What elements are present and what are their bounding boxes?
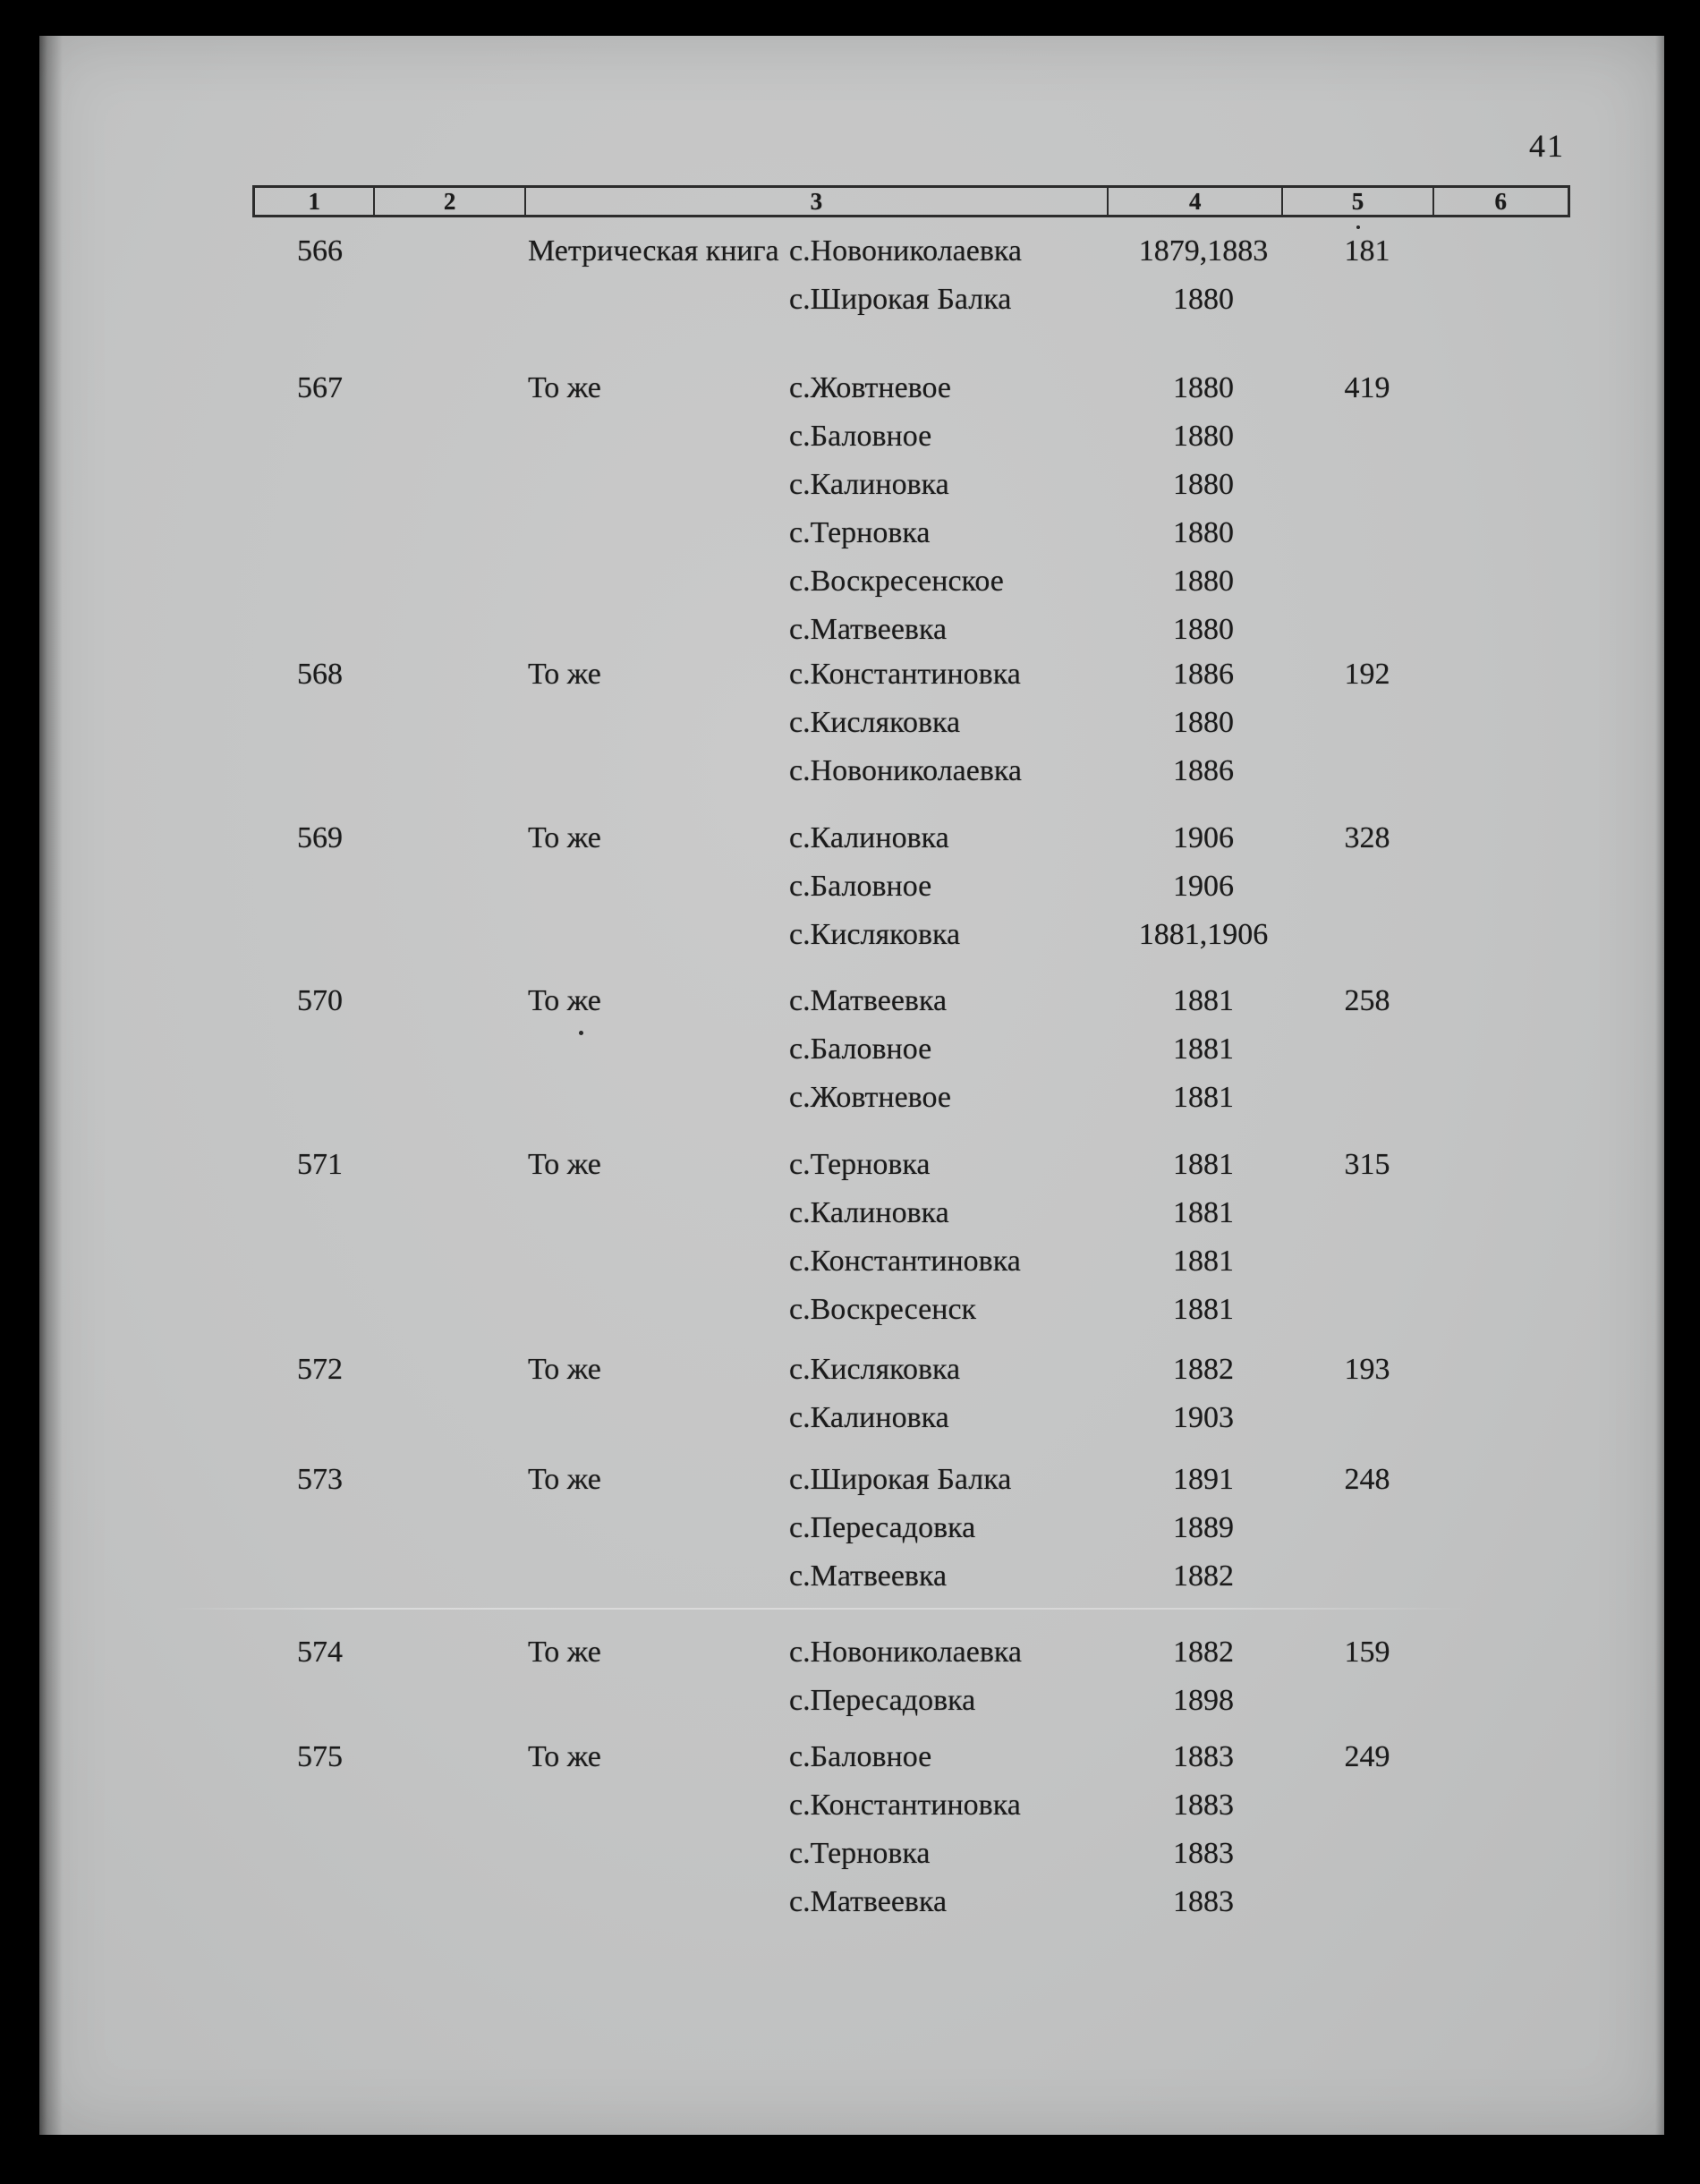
record-line [39, 1293, 1664, 1341]
scan-speck-artifact [579, 1031, 583, 1035]
record-descriptor: То же [528, 1740, 601, 1773]
years-value: 1891 [1173, 1463, 1234, 1496]
record-line [39, 565, 1664, 613]
record-line [39, 1148, 1664, 1196]
record-line [39, 234, 1664, 283]
record-line [39, 1081, 1664, 1129]
village-name: с.Матвеевка [789, 1559, 948, 1593]
village-name: с.Терновка [789, 516, 931, 549]
record-line [39, 918, 1664, 966]
years-value: 1881 [1173, 1081, 1234, 1114]
village-name: с.Широкая Балка [789, 283, 1012, 316]
document-page [39, 36, 1664, 2135]
years-value: 1898 [1173, 1684, 1234, 1717]
header-cell-3: 3 [526, 188, 1109, 215]
years-value: 1879,1883 [1138, 234, 1269, 268]
record-number: 569 [297, 821, 343, 854]
scan-speck-artifact [1356, 225, 1360, 229]
record-descriptor: То же [528, 658, 601, 691]
village-name: с.Баловное [789, 1740, 932, 1773]
pages-count: 315 [1344, 1148, 1390, 1181]
record-line [39, 821, 1664, 870]
years-value: 1881 [1173, 1033, 1234, 1066]
years-value: 1889 [1173, 1511, 1234, 1544]
record-line [39, 1245, 1664, 1293]
years-value: 1880 [1173, 516, 1234, 549]
years-value: 1880 [1173, 565, 1234, 598]
record-descriptor: То же [528, 371, 601, 404]
record-line [39, 420, 1664, 468]
village-name: с.Калиновка [789, 1401, 949, 1434]
record-line [39, 1837, 1664, 1885]
record-descriptor: То же [528, 984, 601, 1017]
years-value: 1906 [1173, 870, 1234, 903]
record-line [39, 468, 1664, 516]
village-name: с.Баловное [789, 870, 932, 903]
pages-count: 328 [1344, 821, 1390, 854]
years-value: 1883 [1173, 1885, 1234, 1918]
village-name: с.Баловное [789, 420, 932, 453]
pages-count: 419 [1344, 371, 1390, 404]
years-value: 1881 [1173, 1293, 1234, 1326]
record-line [39, 1636, 1664, 1684]
header-cell-2: 2 [375, 188, 525, 215]
record-line [39, 1740, 1664, 1789]
village-name: с.Калиновка [789, 468, 949, 501]
record-line [39, 371, 1664, 420]
years-value: 1881 [1173, 1196, 1234, 1229]
years-value: 1903 [1173, 1401, 1234, 1434]
village-name: с.Матвеевка [789, 1885, 948, 1918]
years-value: 1886 [1173, 658, 1234, 691]
pages-count: 249 [1344, 1740, 1390, 1773]
record-number: 566 [297, 234, 343, 268]
years-value: 1881,1906 [1138, 918, 1269, 951]
record-line [39, 1033, 1664, 1081]
village-name: с.Баловное [789, 1033, 932, 1066]
pages-count: 193 [1344, 1353, 1390, 1386]
record-number: 572 [297, 1353, 343, 1386]
village-name: с.Терновка [789, 1148, 931, 1181]
page-number: 41 [1529, 128, 1565, 164]
years-value: 1880 [1173, 468, 1234, 501]
years-value: 1881 [1173, 1245, 1234, 1278]
village-name: с.Широкая Балка [789, 1463, 1012, 1496]
record-descriptor: То же [528, 1463, 601, 1496]
years-value: 1880 [1173, 613, 1234, 646]
record-line [39, 1789, 1664, 1837]
years-value: 1880 [1173, 371, 1234, 404]
pages-count: 159 [1344, 1636, 1390, 1669]
record-number: 568 [297, 658, 343, 691]
record-line [39, 1684, 1664, 1732]
village-name: с.Жовтневое [789, 1081, 952, 1114]
years-value: 1883 [1173, 1740, 1234, 1773]
years-value: 1886 [1173, 754, 1234, 787]
record-descriptor: Метрическая книга [528, 234, 779, 268]
record-descriptor: То же [528, 821, 601, 854]
village-name: с.Кисляковка [789, 918, 961, 951]
village-name: с.Константиновка [789, 658, 1021, 691]
village-name: с.Калиновка [789, 821, 949, 854]
pages-count: 248 [1344, 1463, 1390, 1496]
record-number: 573 [297, 1463, 343, 1496]
record-line [39, 516, 1664, 565]
village-name: с.Пересадовка [789, 1684, 976, 1717]
village-name: с.Константиновка [789, 1789, 1021, 1822]
years-value: 1883 [1173, 1837, 1234, 1870]
years-value: 1881 [1173, 1148, 1234, 1181]
record-line [39, 613, 1664, 661]
years-value: 1882 [1173, 1353, 1234, 1386]
years-value: 1881 [1173, 984, 1234, 1017]
village-name: с.Кисляковка [789, 706, 961, 739]
record-number: 567 [297, 371, 343, 404]
scan-scratch-artifact [174, 1608, 1471, 1610]
village-name: с.Константиновка [789, 1245, 1021, 1278]
village-name: с.Матвеевка [789, 613, 948, 646]
header-cell-1: 1 [255, 188, 375, 215]
header-cell-4: 4 [1109, 188, 1283, 215]
village-name: с.Воскресенское [789, 565, 1004, 598]
village-name: с.Пересадовка [789, 1511, 976, 1544]
pages-count: 181 [1344, 234, 1390, 268]
village-name: с.Новониколаевка [789, 754, 1022, 787]
record-line [39, 1511, 1664, 1559]
record-line [39, 1353, 1664, 1401]
record-line [39, 754, 1664, 803]
record-number: 570 [297, 984, 343, 1017]
record-line [39, 706, 1664, 754]
pages-count: 192 [1344, 658, 1390, 691]
record-line [39, 1401, 1664, 1449]
years-value: 1882 [1173, 1559, 1234, 1593]
years-value: 1880 [1173, 420, 1234, 453]
years-value: 1880 [1173, 283, 1234, 316]
village-name: с.Калиновка [789, 1196, 949, 1229]
record-descriptor: То же [528, 1353, 601, 1386]
village-name: с.Новониколаевка [789, 234, 1022, 268]
pages-count: 258 [1344, 984, 1390, 1017]
record-line [39, 870, 1664, 918]
village-name: с.Воскресенск [789, 1293, 977, 1326]
header-cell-5: 5 [1283, 188, 1433, 215]
record-line [39, 1885, 1664, 1933]
record-line [39, 658, 1664, 706]
record-number: 571 [297, 1148, 343, 1181]
record-line [39, 1196, 1664, 1245]
village-name: с.Матвеевка [789, 984, 948, 1017]
record-number: 574 [297, 1636, 343, 1669]
village-name: с.Жовтневое [789, 371, 952, 404]
years-value: 1880 [1173, 706, 1234, 739]
record-descriptor: То же [528, 1636, 601, 1669]
record-line [39, 283, 1664, 331]
header-cell-6: 6 [1494, 187, 1508, 215]
record-line [39, 1559, 1664, 1608]
record-number: 575 [297, 1740, 343, 1773]
years-value: 1906 [1173, 821, 1234, 854]
years-value: 1882 [1173, 1636, 1234, 1669]
record-line [39, 984, 1664, 1033]
record-line [39, 1463, 1664, 1511]
village-name: с.Терновка [789, 1837, 931, 1870]
records [39, 36, 1664, 2135]
village-name: с.Кисляковка [789, 1353, 961, 1386]
record-descriptor: То же [528, 1148, 601, 1181]
village-name: с.Новониколаевка [789, 1636, 1022, 1669]
years-value: 1883 [1173, 1789, 1234, 1822]
